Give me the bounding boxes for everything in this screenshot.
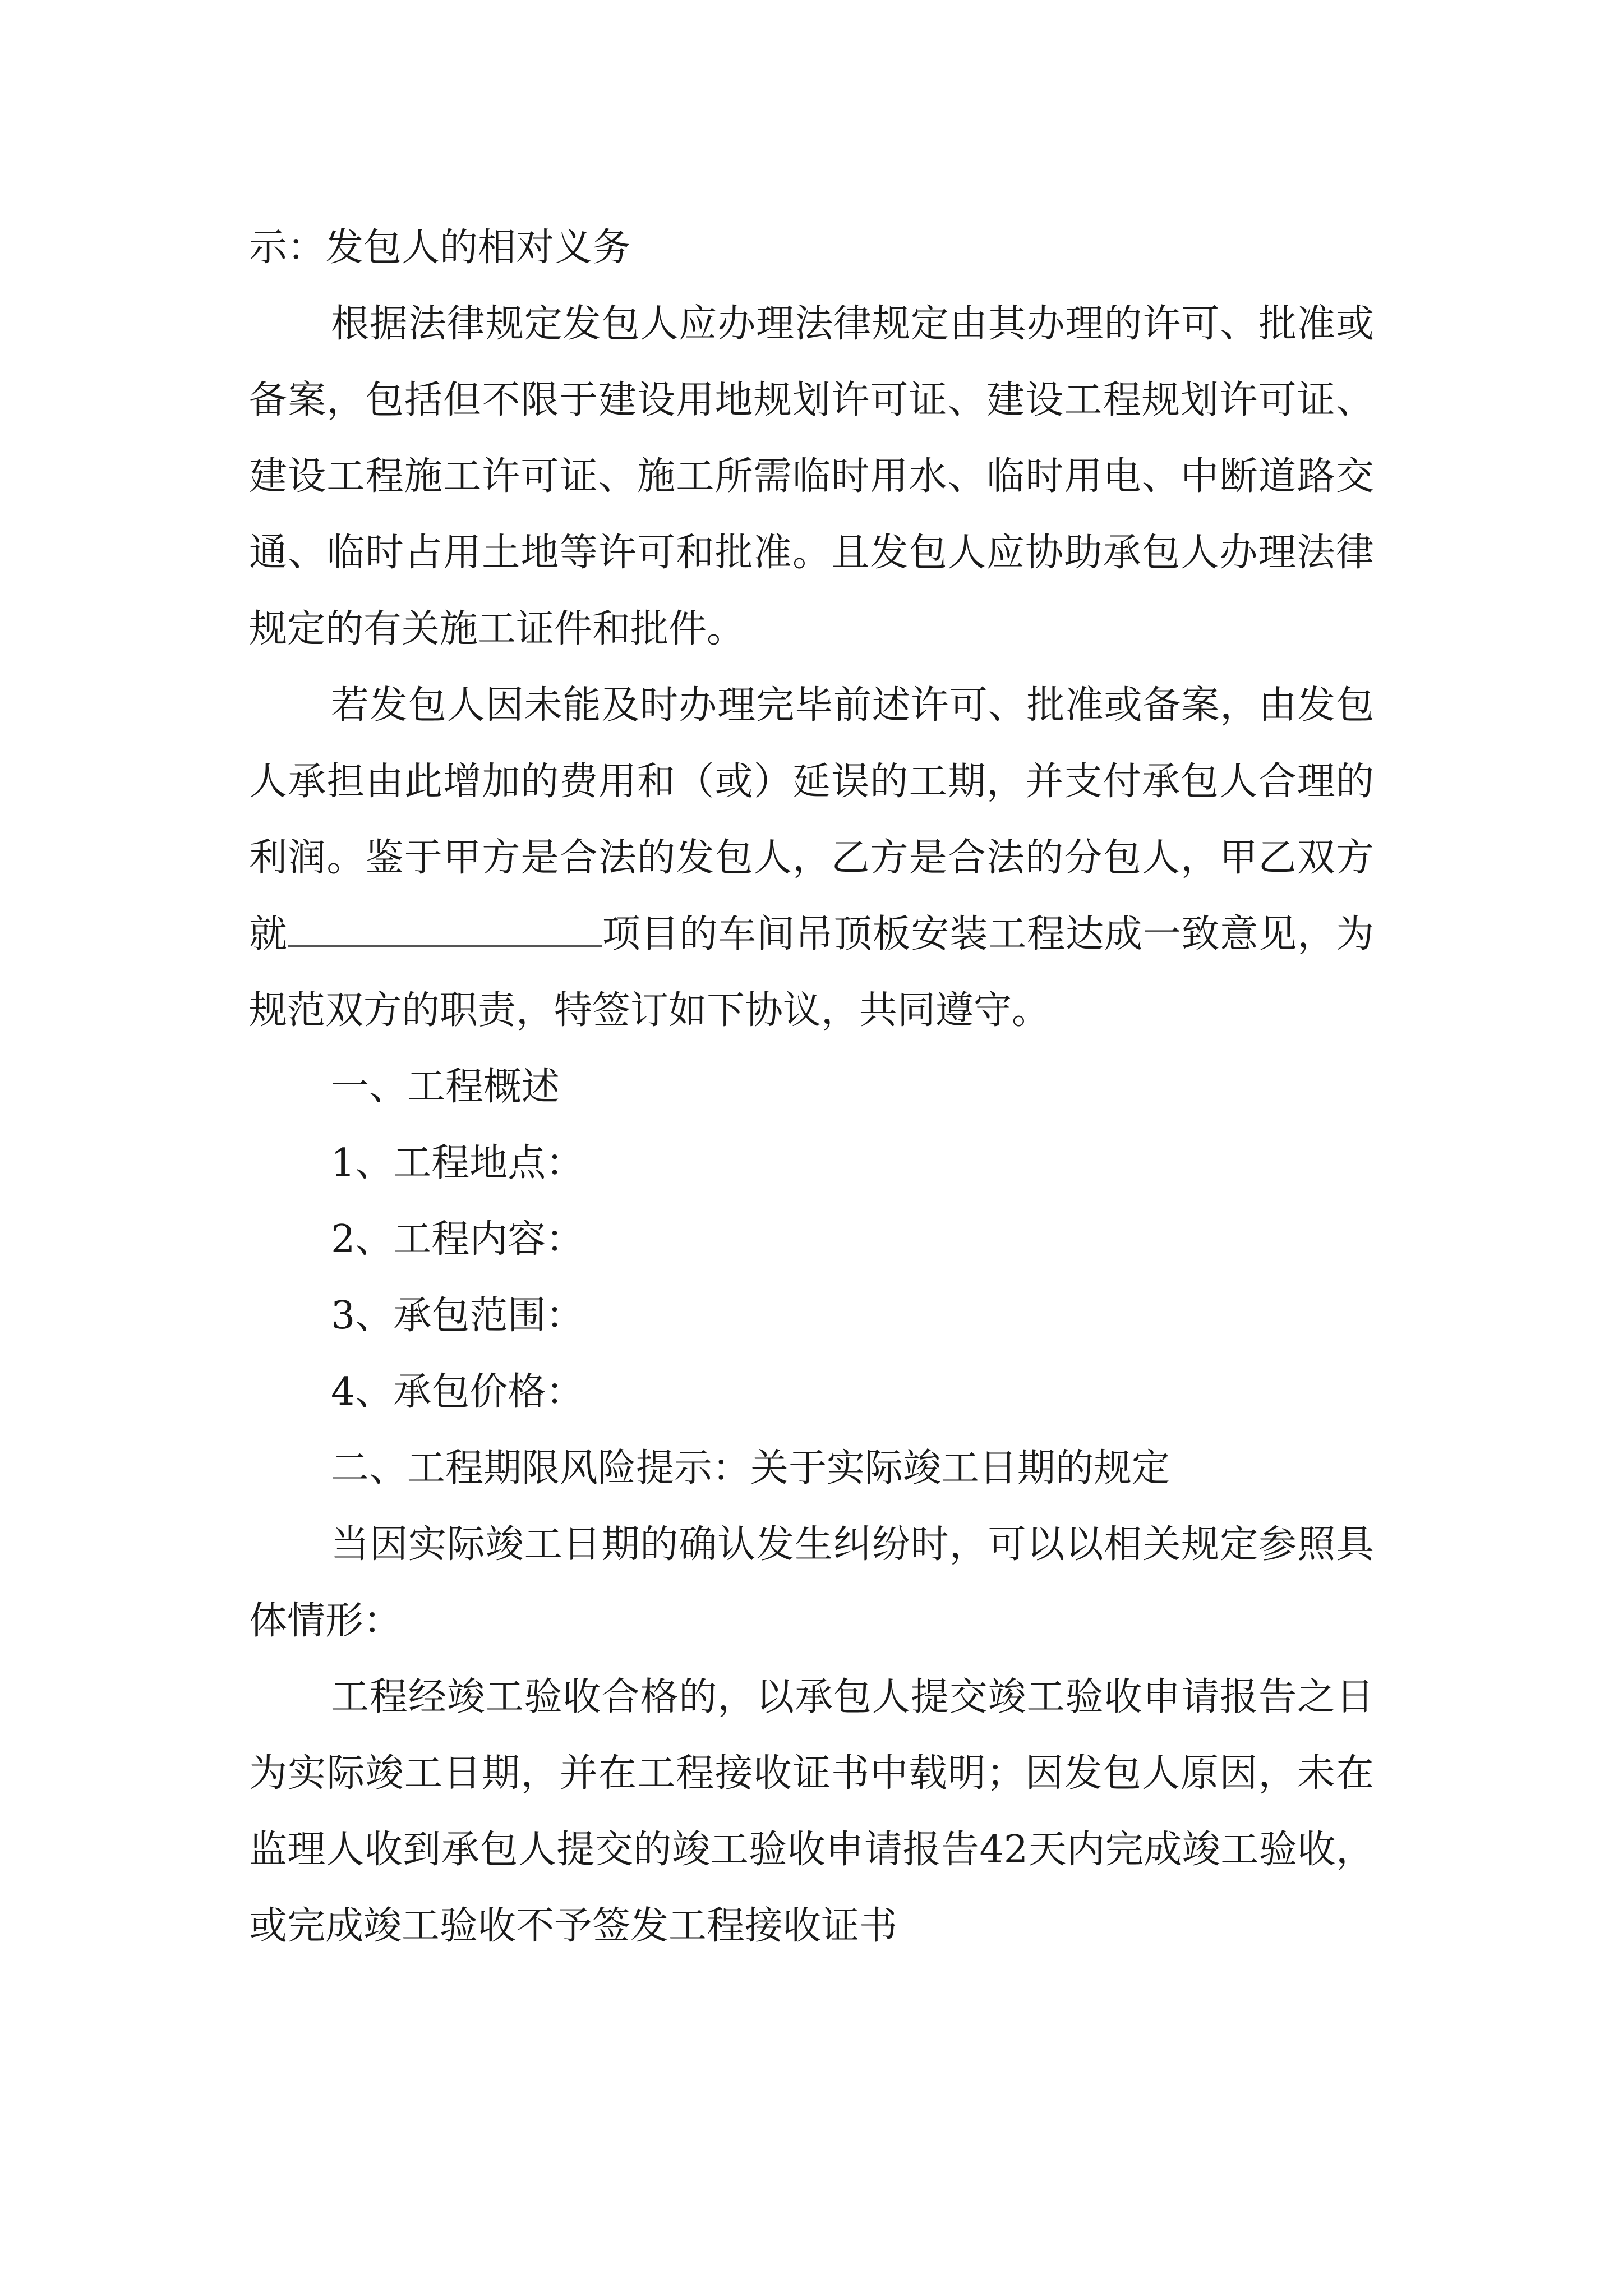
item-content: 2、工程内容：	[331, 1217, 584, 1262]
item-scope: 3、承包范围：	[331, 1294, 584, 1338]
paragraph-agreement	[249, 668, 1374, 1049]
paragraph-agreement-text-1: 若发包人因未能及时办理完毕前述许可、批准或备案，由发包人承担由此增加的费用和（或）延误的工期，并支付承包人合理的利润。鉴于甲方是合法的发包人，乙方是合法的分包人，甲乙双方就	[249, 683, 1374, 956]
paragraph-completion: 工程经竣工验收合格的，以承包人提交竣工验收申请报告之日为实际竣工日期，并在工程接收证书中载明；因发包人原因，未在监理人收到承包人提交的竣工验收申请报告42天内完成竣工验收，或完成竣工验收不予签发工程接收证书	[249, 1675, 1374, 1948]
paragraph-dispute: 当因实际竣工日期的确认发生纠纷时，可以以相关规定参照具体情形：	[249, 1522, 1374, 1643]
document-body	[249, 210, 1374, 1964]
item-price: 4、承包价格：	[331, 1370, 584, 1414]
paragraph-permits: 根据法律规定发包人应办理法律规定由其办理的许可、批准或备案，包括但不限于建设用地规划许可证、建设工程规划许可证、建设工程施工许可证、施工所需临时用水、临时用电、中断道路交通、临时占用土地等许可和批准。且发包人应协助承包人办理法律规定的有关施工证件和批件。	[249, 302, 1374, 651]
project-name-blank	[288, 912, 602, 947]
paragraph-continuation: 示：发包人的相对义务	[249, 226, 631, 270]
paragraph-agreement-text-2: 项目的车间吊顶板安装工程达成一致意见，为规范双方的职责，特签订如下协议，共同遵守。	[249, 912, 1374, 1033]
section-title-duration: 二、工程期限风险提示：关于实际竣工日期的规定	[331, 1446, 1170, 1490]
item-location: 1、工程地点：	[331, 1141, 584, 1185]
section-title-overview: 一、工程概述	[331, 1065, 560, 1109]
